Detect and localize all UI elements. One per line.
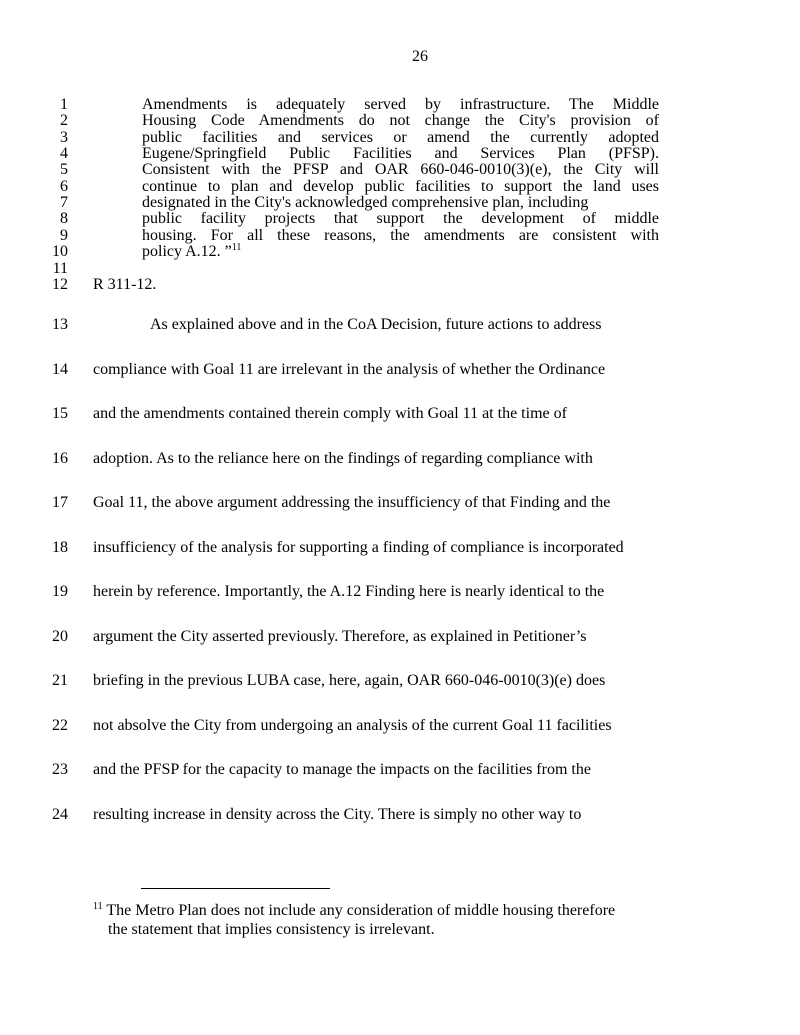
line-number: 16 (52, 449, 68, 467)
footnote-reference[interactable]: 11 (231, 242, 242, 254)
line-number: 4 (60, 145, 68, 163)
quote-line (142, 243, 659, 261)
line-number: 20 (52, 627, 68, 645)
line-number: 12 (52, 275, 68, 293)
quote-text: public facilities and services or amend the currently adopted (142, 128, 659, 146)
quote-line (142, 145, 659, 163)
quote-line (142, 178, 659, 196)
line-number: 1 (60, 96, 68, 113)
line-number: 5 (60, 161, 68, 179)
footnote-divider (141, 888, 330, 889)
line-number: 15 (52, 405, 68, 422)
line-number: 21 (52, 672, 68, 689)
line-number: 14 (52, 360, 68, 378)
footnote-number: 11 (93, 901, 103, 912)
quote-line (142, 112, 659, 130)
quote-line (142, 194, 659, 212)
body-line: adoption. As to the reliance here on the findings of regarding compliance with (93, 449, 593, 467)
body-line: herein by reference. Importantly, the A.12 Finding here is nearly identical to the (93, 583, 605, 600)
body-line: and the amendments contained therein comply with Goal 11 at the time of (93, 405, 567, 422)
line-number: 18 (52, 538, 68, 556)
footnote-line-1 (93, 902, 615, 920)
body-line: resulting increase in density across the City. There is simply no other way to (93, 805, 582, 823)
quote-text: policy A.12. ” (142, 243, 232, 261)
line-number: 2 (60, 112, 68, 130)
line-number: 22 (52, 716, 68, 734)
line-number: 8 (60, 210, 68, 228)
quote-text: housing. For all these reasons, the amendments are consistent with (142, 226, 659, 244)
line-number: 3 (60, 128, 68, 146)
body-line: Goal 11, the above argument addressing the insufficiency of that Finding and the (93, 494, 611, 511)
quote-line (142, 161, 659, 179)
quote-line (142, 210, 659, 228)
quote-text: continue to plan and develop public facilities to support the land uses (142, 177, 659, 195)
body-line: briefing in the previous LUBA case, here, again, OAR 660-046-0010(3)(e) does (93, 672, 606, 689)
line-number: 10 (52, 243, 68, 261)
line-number: 13 (52, 316, 68, 333)
quote-text: Consistent with the PFSP and OAR 660-046-0010(3)(e), the City will (142, 161, 659, 179)
quote-text: designated in the City's acknowledged comprehensive plan, including (142, 194, 589, 212)
quote-line (142, 96, 659, 114)
line-number: 19 (52, 583, 68, 600)
page-number: 26 (412, 48, 428, 65)
body-line: not absolve the City from undergoing an analysis of the current Goal 11 facilities (93, 716, 612, 734)
body-line: and the PFSP for the capacity to manage the impacts on the facilities from the (93, 761, 591, 778)
footnote-line-2: the statement that implies consistency is irrelevant. (108, 921, 435, 938)
body-line: compliance with Goal 11 are irrelevant in the analysis of whether the Ordinance (93, 360, 606, 378)
quote-line (142, 129, 659, 147)
quote-text: Housing Code Amendments do not change the City's provision of (142, 112, 659, 130)
footnote-text: The Metro Plan does not include any consideration of middle housing therefore (106, 902, 616, 919)
body-line: As explained above and in the CoA Decision, future actions to address (150, 316, 602, 333)
line-number: 17 (52, 494, 68, 511)
line-number: 24 (52, 805, 68, 823)
line-number: 6 (60, 177, 68, 195)
body-line: insufficiency of the analysis for supporting a finding of compliance is incorporated (93, 538, 624, 556)
record-citation: R 311-12. (93, 275, 157, 293)
line-number: 11 (52, 259, 68, 277)
quote-text: Eugene/Springfield Public Facilities and Services Plan (PFSP). (142, 145, 659, 163)
quote-text: Amendments is adequately served by infrastructure. The Middle (142, 96, 659, 113)
line-number: 7 (60, 194, 68, 212)
body-line: argument the City asserted previously. Therefore, as explained in Petitioner’s (93, 627, 587, 645)
quote-text: public facility projects that support the development of middle (142, 210, 659, 228)
line-number: 23 (52, 761, 68, 778)
line-number: 9 (60, 226, 68, 244)
